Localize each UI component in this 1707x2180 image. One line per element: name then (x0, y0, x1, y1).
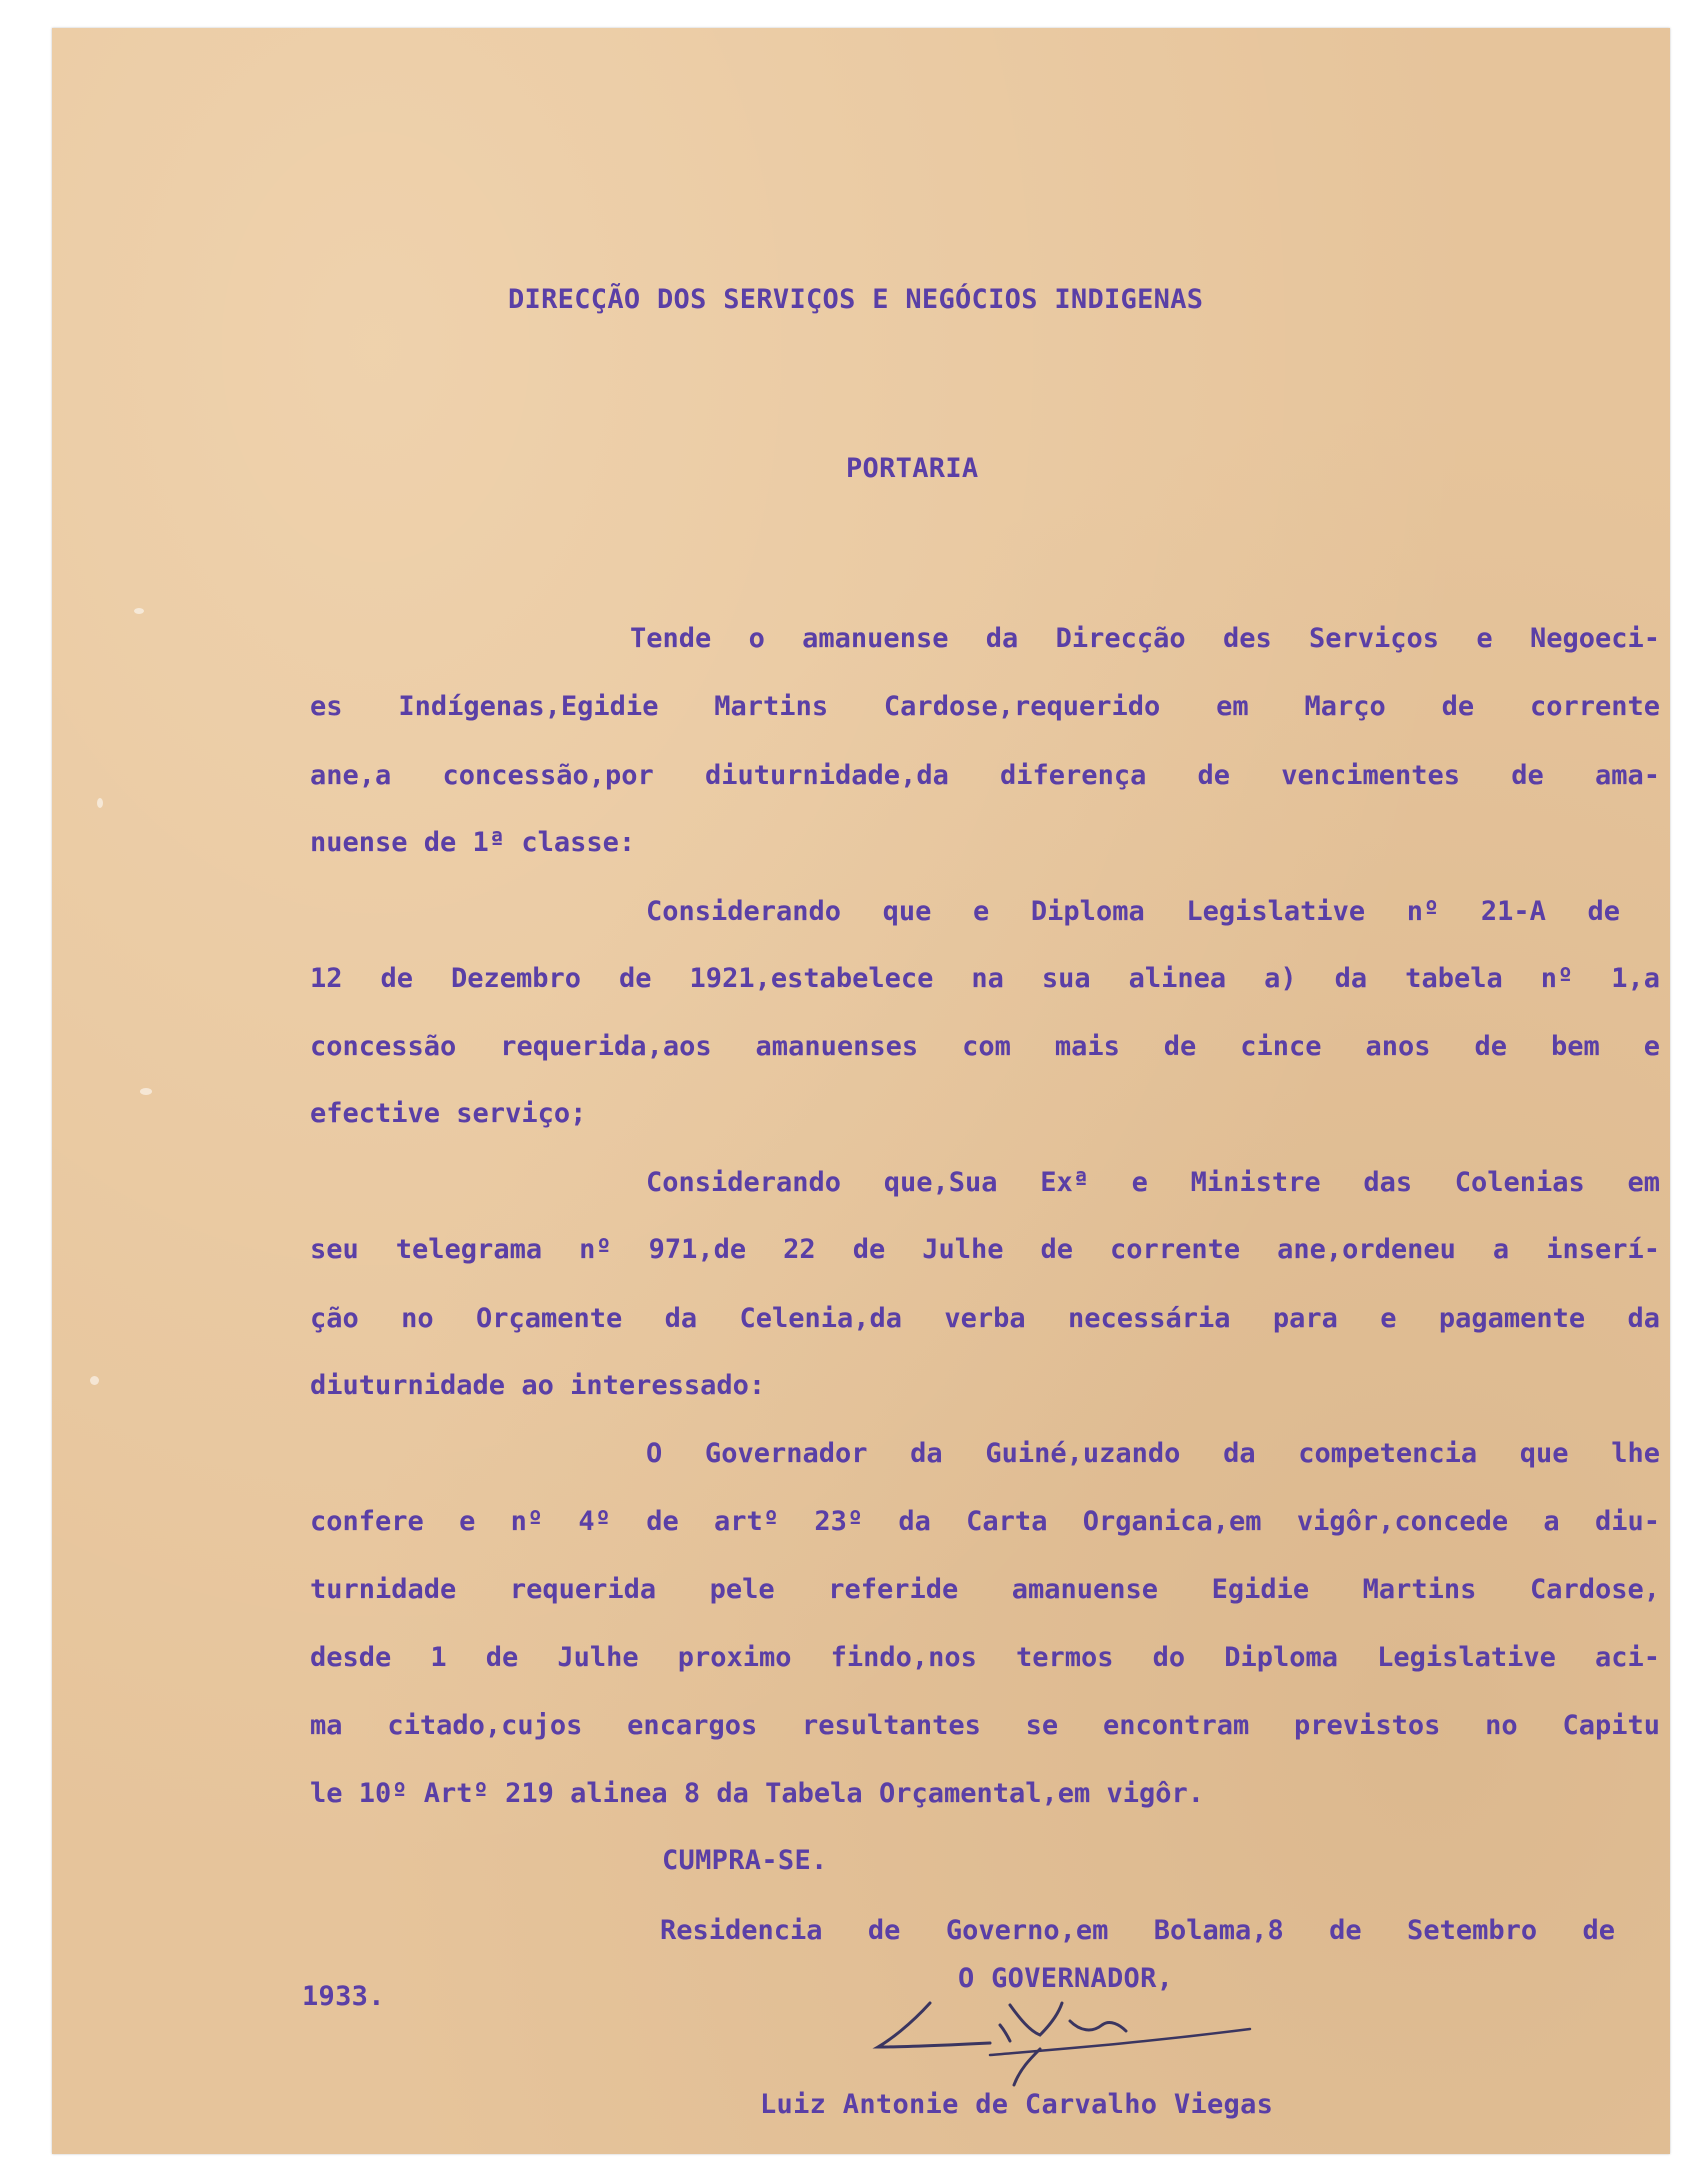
paragraph-2-line: Considerando que e Diploma Legislative nº 21-A de (646, 896, 1620, 927)
paragraph-4-line: desde 1 de Julhe proximo findo,nos termos do Diploma Legislative aci- (310, 1642, 1660, 1673)
paragraph-3-line: diuturnidade ao interessado: (310, 1370, 766, 1401)
place-and-date: Residencia de Governo,em Bolama,8 de Setembro de (660, 1915, 1615, 1946)
paragraph-4-line: le 10º Artº 219 alinea 8 da Tabela Orçamental,em vigôr. (310, 1778, 1205, 1809)
paper-fleck (97, 798, 103, 808)
closing-formula: CUMPRA-SE. (662, 1845, 828, 1876)
paragraph-1-line: nuense de 1ª classe: (310, 827, 636, 858)
paper-fleck (90, 1376, 99, 1385)
paragraph-4-line: turnidade requerida pele referide amanuense Egidie Martins Cardose, (310, 1574, 1660, 1605)
paragraph-4-line: ma citado,cujos encargos resultantes se encontram previstos no Capitu (310, 1710, 1660, 1741)
document-heading: DIRECÇÃO DOS SERVIÇOS E NEGÓCIOS INDIGENAS (508, 284, 1204, 315)
signatory-name: Luiz Antonie de Carvalho Viegas (760, 2089, 1274, 2120)
document-sheet (52, 28, 1670, 2154)
paragraph-1-line: Tende o amanuense da Direcção des Serviços e Negoeci- (630, 623, 1660, 654)
paragraph-2-line: efective serviço; (310, 1098, 587, 1129)
paragraph-3-line: ção no Orçamente da Celenia,da verba necessária para e pagamente da (310, 1303, 1660, 1334)
paragraph-1-line: ane,a concessão,por diuturnidade,da diferença de vencimentes de ama- (310, 760, 1660, 791)
paragraph-3-line: Considerando que,Sua Exª e Ministre das Colenias em (646, 1167, 1660, 1198)
paragraph-4-line: confere e nº 4º de artº 23º da Carta Organica,em vigôr,concede a diu- (310, 1506, 1660, 1537)
signatory-title: O GOVERNADOR, (958, 1963, 1174, 1994)
handwritten-signature (870, 1985, 1270, 2095)
paper-fleck (140, 1088, 152, 1095)
paragraph-3-line: seu telegrama nº 971,de 22 de Julhe de corrente ane,ordeneu a inserí- (310, 1234, 1660, 1265)
paragraph-2-line: 12 de Dezembro de 1921,estabelece na sua alinea a) da tabela nº 1,a (310, 963, 1660, 994)
paragraph-1-line: es Indígenas,Egidie Martins Cardose,requerido em Março de corrente (310, 691, 1660, 722)
paper-fleck (134, 608, 144, 614)
paragraph-2-line: concessão requerida,aos amanuenses com mais de cince anos de bem e (310, 1031, 1660, 1062)
date-year: 1933. (302, 1981, 385, 2012)
document-subtitle: PORTARIA (846, 453, 979, 484)
paragraph-4-line: O Governador da Guiné,uzando da competencia que lhe (646, 1438, 1660, 1469)
